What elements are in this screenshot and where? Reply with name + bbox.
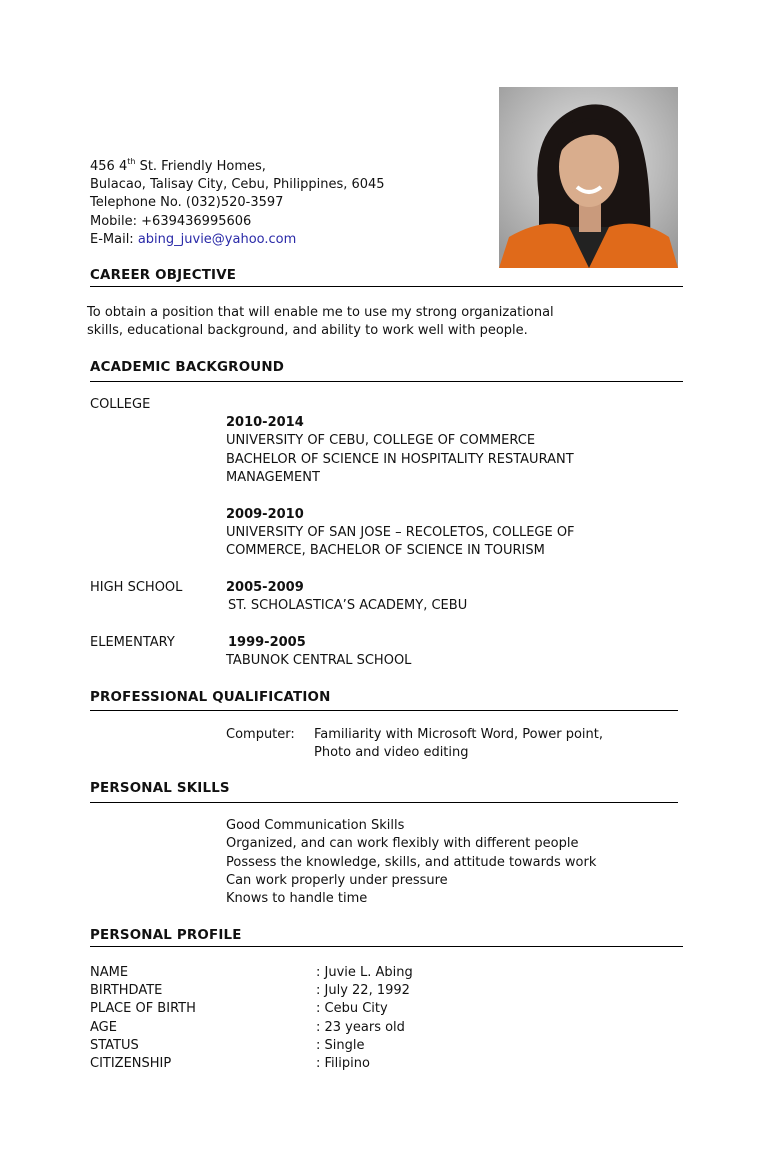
skill-item: Good Communication Skills	[226, 818, 405, 833]
skill-item: Organized, and can work flexibly with different people	[226, 836, 579, 851]
divider	[90, 802, 678, 803]
profile-value: : July 22, 1992	[316, 983, 410, 998]
college-label: COLLEGE	[90, 397, 151, 412]
telephone: Telephone No. (032)520-3597	[90, 195, 284, 210]
college-line: BACHELOR OF SCIENCE IN HOSPITALITY RESTAURANT	[226, 452, 574, 467]
profile-value: : Cebu City	[316, 1001, 388, 1016]
academic-heading: ACADEMIC BACKGROUND	[90, 360, 285, 375]
skill-item: Knows to handle time	[226, 891, 368, 906]
profile-label: NAME	[90, 965, 129, 980]
objective-line: To obtain a position that will enable me to use my strong organizational	[87, 305, 554, 320]
address-ordinal: th	[127, 157, 136, 166]
elementary-years: 1999-2005	[228, 635, 306, 650]
college-years: 2009-2010	[226, 507, 304, 522]
college-line: MANAGEMENT	[226, 470, 320, 485]
skill-item: Possess the knowledge, skills, and attitude towards work	[226, 855, 597, 870]
email-link[interactable]: abing_juvie@yahoo.com	[137, 232, 297, 247]
high-school-years: 2005-2009	[226, 580, 304, 595]
qualification-line: Familiarity with Microsoft Word, Power point,	[314, 727, 604, 742]
qualification-label: Computer:	[226, 727, 295, 742]
skill-item: Can work properly under pressure	[226, 873, 448, 888]
college-line: UNIVERSITY OF SAN JOSE – RECOLETOS, COLLEGE OF	[226, 525, 575, 540]
profile-heading: PERSONAL PROFILE	[90, 928, 242, 943]
profile-photo	[499, 87, 678, 268]
elementary-name: TABUNOK CENTRAL SCHOOL	[226, 653, 412, 668]
divider	[90, 946, 683, 947]
profile-value: : Juvie L. Abing	[316, 965, 413, 980]
divider	[90, 286, 683, 287]
profile-label: STATUS	[90, 1038, 139, 1053]
address-line-1	[90, 158, 266, 176]
career-objective-heading: CAREER OBJECTIVE	[90, 268, 237, 283]
mobile: Mobile: +639436995606	[90, 214, 252, 229]
profile-value: : Single	[316, 1038, 365, 1053]
email-row	[90, 231, 296, 249]
email-label: E-Mail:	[90, 232, 138, 247]
college-line: COMMERCE, BACHELOR OF SCIENCE IN TOURISM	[226, 543, 545, 558]
profile-value: : Filipino	[316, 1056, 370, 1071]
objective-line: skills, educational background, and ability to work well with people.	[87, 323, 528, 338]
profile-label: AGE	[90, 1020, 117, 1035]
college-years: 2010-2014	[226, 415, 304, 430]
address-line-2: Bulacao, Talisay City, Cebu, Philippines, 6045	[90, 177, 385, 192]
elementary-label: ELEMENTARY	[90, 635, 175, 650]
skills-heading: PERSONAL SKILLS	[90, 781, 230, 796]
profile-value: : 23 years old	[316, 1020, 405, 1035]
college-line: UNIVERSITY OF CEBU, COLLEGE OF COMMERCE	[226, 433, 536, 448]
profile-label: BIRTHDATE	[90, 983, 163, 998]
qualification-heading: PROFESSIONAL QUALIFICATION	[90, 690, 331, 705]
profile-label: PLACE OF BIRTH	[90, 1001, 196, 1016]
divider	[90, 710, 678, 711]
address-street: St. Friendly Homes,	[135, 159, 266, 174]
high-school-name: ST. SCHOLASTICA’S ACADEMY, CEBU	[228, 598, 468, 613]
profile-label: CITIZENSHIP	[90, 1056, 172, 1071]
high-school-label: HIGH SCHOOL	[90, 580, 183, 595]
divider	[90, 381, 683, 382]
address-number: 456 4	[90, 159, 128, 174]
qualification-line: Photo and video editing	[314, 745, 469, 760]
